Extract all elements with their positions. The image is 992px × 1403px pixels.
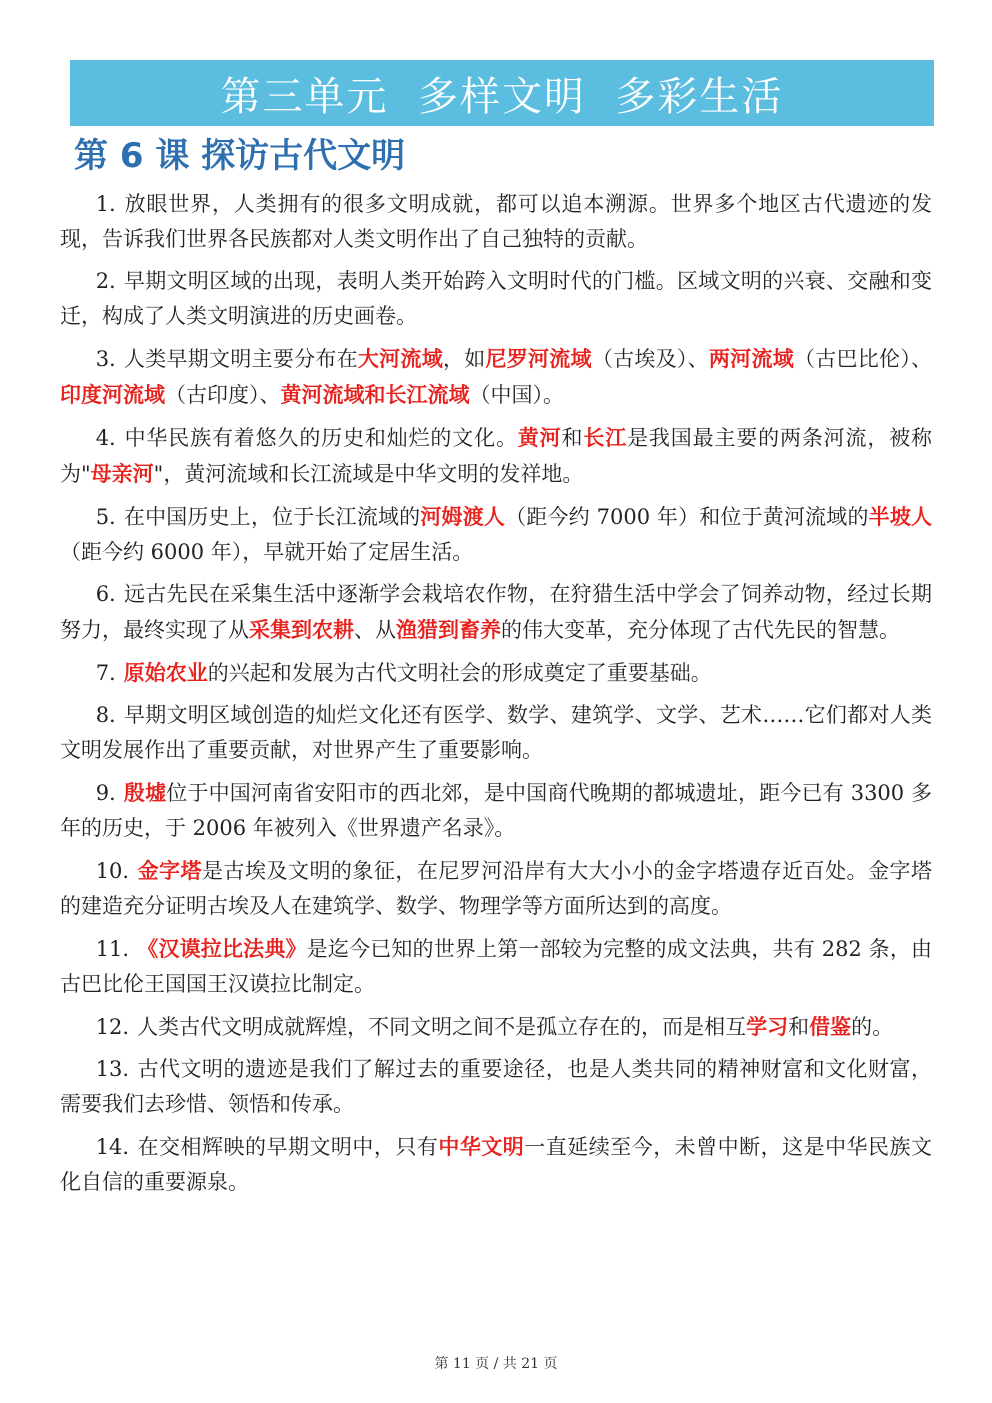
paragraph-text: 和 — [788, 1015, 810, 1039]
paragraph-text: 一直延续至今，未曾中断，这是中华民族文化自信的重要源泉。 — [60, 1135, 933, 1194]
paragraph-number: 7. — [95, 661, 116, 685]
paragraph-text: （古印度）、 — [165, 383, 281, 407]
paragraph-text: 位于中国河南省安阳市的西北郊，是中国商代晚期的都城遗址，距今已有 3300 多年的历史，于 2006 年被列入《世界遗产名录》。 — [60, 781, 933, 840]
paragraph-item — [60, 698, 932, 768]
key-term: 采集到农耕 — [249, 617, 354, 642]
paragraph-item — [60, 1052, 932, 1122]
paragraph-list — [60, 187, 932, 1207]
key-term: 大河流域 — [357, 346, 443, 371]
paragraph-text: 是我国最主要的两条河流，被称为" — [60, 426, 933, 486]
paragraph-text: 在交相辉映的早期文明中，只有 — [137, 1135, 439, 1159]
key-term: 中华文明 — [438, 1134, 525, 1159]
paragraph-number: 6. — [95, 582, 116, 606]
paragraph-text: （距今约 7000 年）和位于黄河流域的 — [505, 505, 869, 529]
key-term: 《汉谟拉比法典》 — [137, 936, 307, 961]
paragraph-number: 2. — [95, 269, 116, 293]
key-term: 借鉴 — [809, 1014, 852, 1039]
paragraph-item — [60, 1129, 932, 1200]
paragraph-text: ，如 — [442, 347, 486, 371]
paragraph-number: 13. — [95, 1057, 130, 1081]
key-term: 黄河流域和长江流域 — [280, 382, 470, 407]
key-term: 渔猎到畜养 — [396, 617, 501, 642]
paragraph-item — [60, 931, 932, 1002]
paragraph-number: 14. — [95, 1135, 130, 1159]
paragraph-number: 5. — [95, 505, 116, 529]
paragraph-text: 的兴起和发展为古代文明社会的形成奠定了重要基础。 — [207, 661, 712, 685]
key-term: 半坡人 — [868, 504, 933, 529]
paragraph-text: 人类早期文明主要分布在 — [123, 347, 358, 371]
paragraph-number: 8. — [95, 703, 116, 727]
paragraph-text: 在中国历史上，位于长江流域的 — [123, 505, 421, 529]
paragraph-number: 1. — [95, 192, 116, 216]
paragraph-item — [60, 499, 932, 570]
paragraph-text: 和 — [561, 426, 584, 450]
key-term: 两河流域 — [708, 346, 794, 371]
key-term: 印度河流域 — [60, 382, 165, 407]
key-term: 殷墟 — [123, 780, 167, 805]
paragraph-item — [60, 264, 932, 334]
paragraph-number: 10. — [95, 859, 130, 883]
unit-banner — [70, 60, 934, 126]
key-term: 母亲河 — [90, 461, 154, 486]
paragraph-text: 的伟大变革，充分体现了古代先民的智慧。 — [501, 618, 900, 642]
paragraph-text: 的。 — [851, 1015, 894, 1039]
paragraph-text: 早期文明区域的出现，表明人类开始跨入文明时代的门槛。区域文明的兴衰、交融和变迁，构成了人类文明演进的历史画卷。 — [60, 269, 932, 328]
paragraph-text: 早期文明区域创造的灿烂文化还有医学、数学、建筑学、文学、艺术……它们都对人类文明发展作出了重要贡献，对世界产生了重要影响。 — [60, 703, 932, 762]
paragraph-text: （古埃及）、 — [591, 347, 709, 371]
paragraph-text: 中华民族有着悠久的历史和灿烂的文化。 — [123, 426, 518, 450]
paragraph-number: 9. — [95, 781, 116, 805]
paragraph-text: "，黄河流域和长江流域是中华文明的发祥地。 — [153, 462, 584, 486]
paragraph-number: 12. — [95, 1015, 130, 1039]
paragraph-number: 3. — [95, 347, 116, 371]
paragraph-item — [60, 341, 932, 413]
key-term: 金字塔 — [137, 858, 203, 883]
paragraph-text: （距今约 6000 年），早就开始了定居生活。 — [60, 540, 474, 564]
paragraph-number: 11. — [95, 937, 130, 961]
paragraph-text: 是古埃及文明的象征，在尼罗河沿岸有大大小小的金字塔遗存近百处。金字塔的建造充分证明古埃及人在建筑学、数学、物理学等方面所达到的高度。 — [60, 859, 932, 918]
key-term: 原始农业 — [123, 660, 208, 685]
paragraph-item — [60, 1009, 932, 1045]
paragraph-text: 远古先民在采集生活中逐渐学会栽培农作物，在狩猎生活中学会了饲养动物，经过长期努力，最终实现了从 — [60, 582, 932, 642]
key-term: 学习 — [746, 1014, 789, 1039]
key-term: 河姆渡人 — [420, 504, 506, 529]
key-term: 黄河 — [517, 425, 562, 450]
paragraph-item — [60, 655, 932, 691]
lesson-title: 第 6 课 探访古代文明 — [74, 136, 406, 176]
key-term: 尼罗河流域 — [485, 346, 592, 371]
paragraph-number: 4. — [95, 426, 116, 450]
paragraph-item — [60, 420, 932, 492]
page-footer: 第 11 页 / 共 21 页 — [434, 1356, 558, 1372]
paragraph-text: 是迄今已知的世界上第一部较为完整的成文法典，共有 282 条，由古巴比伦王国国王汉谟拉比制定。 — [60, 937, 932, 996]
paragraph-text: （中国）。 — [469, 383, 564, 407]
unit-title: 第三单元 多样文明 多彩生活 — [220, 73, 784, 120]
paragraph-text: （古巴比伦）、 — [793, 347, 933, 371]
paragraph-text: 人类古代文明成就辉煌，不同文明之间不是孤立存在的，而是相互 — [137, 1015, 747, 1039]
paragraph-item — [60, 775, 932, 846]
paragraph-text: 古代文明的遗迹是我们了解过去的重要途径，也是人类共同的精神财富和文化财富，需要我们去珍惜、领悟和传承。 — [60, 1057, 932, 1116]
paragraph-item — [60, 187, 932, 257]
paragraph-text: 放眼世界，人类拥有的很多文明成就，都可以追本溯源。世界多个地区古代遗迹的发现，告诉我们世界各民族都对人类文明作出了自己独特的贡献。 — [60, 192, 932, 251]
paragraph-item — [60, 853, 932, 924]
paragraph-item — [60, 577, 932, 648]
key-term: 长江 — [583, 425, 628, 450]
paragraph-text: 、从 — [354, 618, 396, 642]
